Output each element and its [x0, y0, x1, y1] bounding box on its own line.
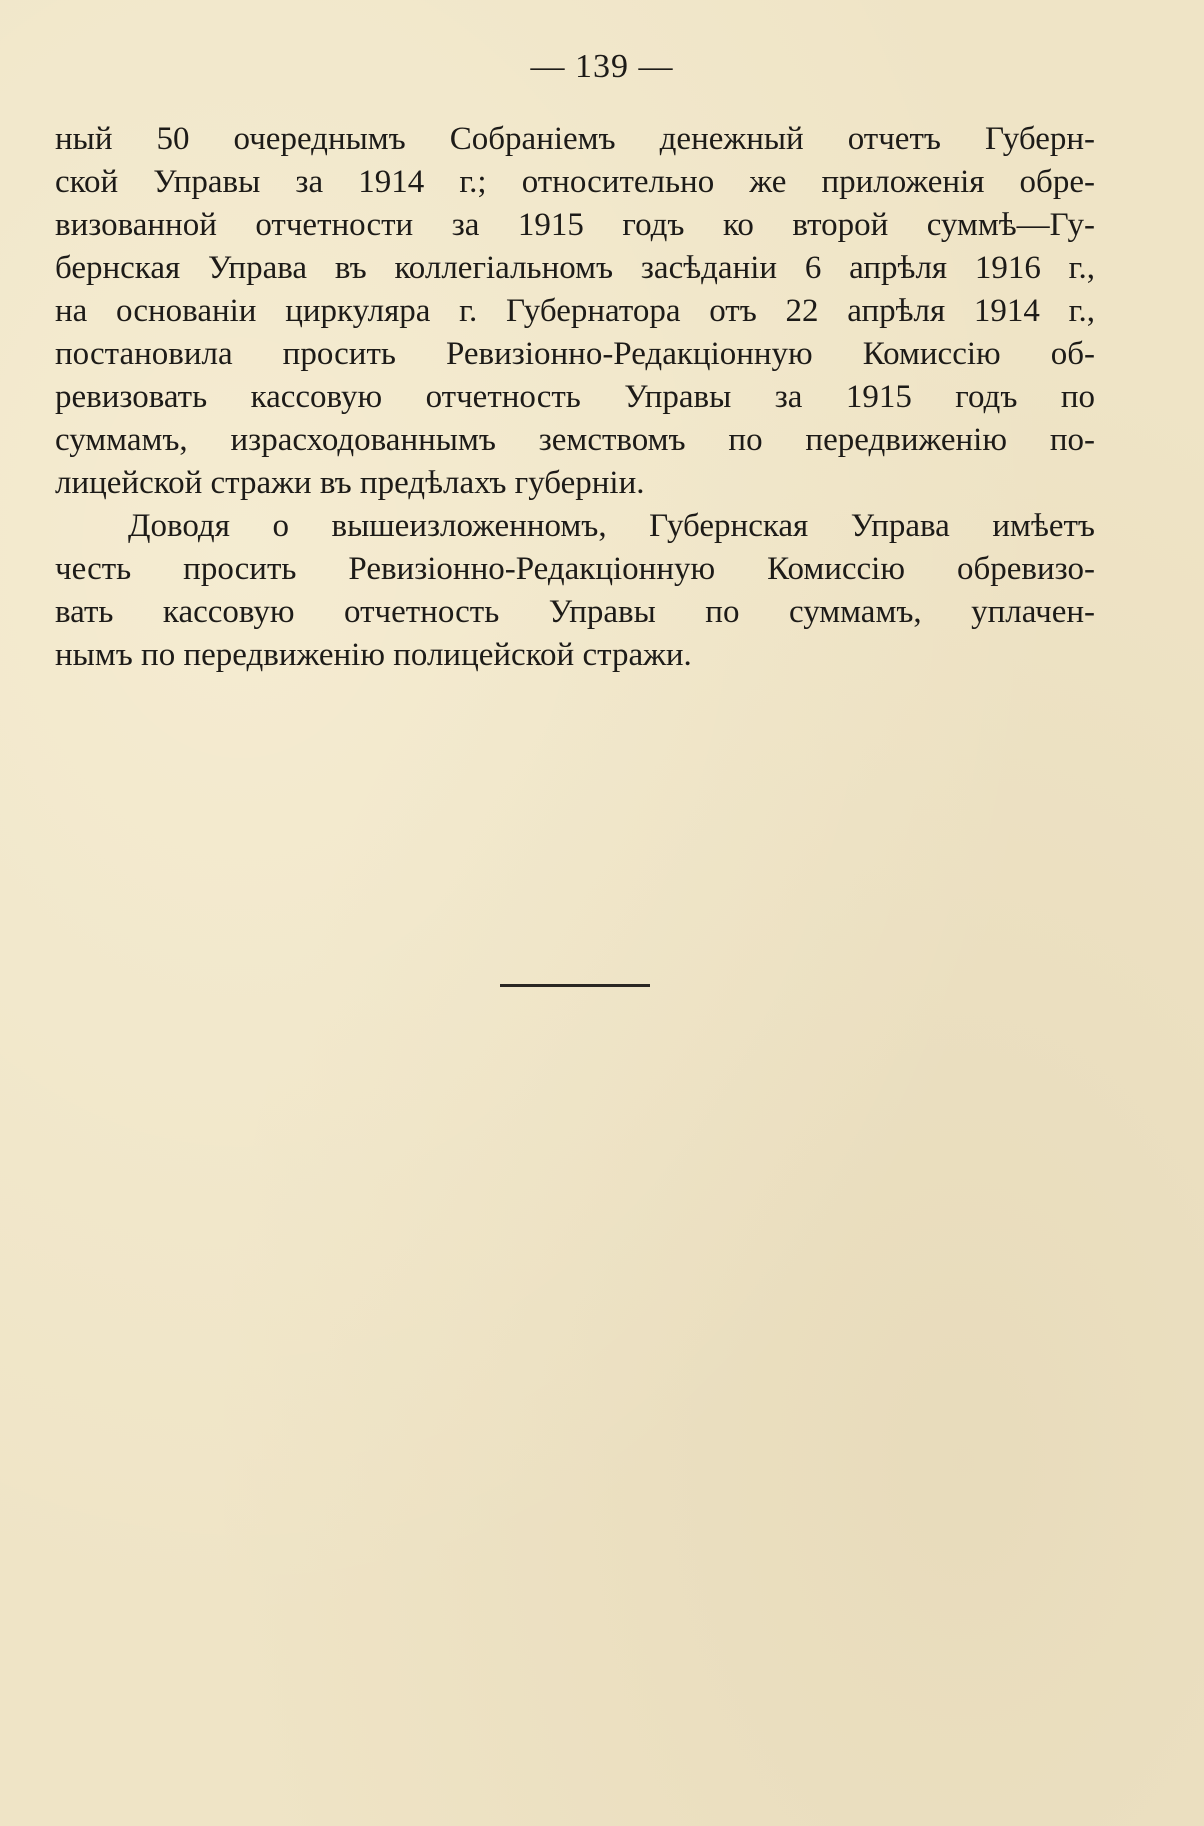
- text-line: лицейской стражи въ предѣлахъ губерніи.: [55, 465, 645, 501]
- paragraph-1: [55, 118, 1095, 505]
- text-line: вать кассовую отчетность Управы по суммамъ, уплачен-: [55, 594, 1095, 630]
- body-text: [55, 118, 1095, 677]
- text-line: честь просить Ревизіонно-Редакціонную Комиссію обревизо-: [55, 551, 1095, 587]
- text-line: суммамъ, израсходованнымъ земствомъ по передвиженію по-: [55, 422, 1095, 458]
- text-line: на основаніи циркуляра г. Губернатора отъ 22 апрѣля 1914 г.,: [55, 293, 1095, 329]
- text-line: ный 50 очереднымъ Собраніемъ денежный отчетъ Губерн-: [55, 121, 1095, 157]
- text-line: Доводя о вышеизложенномъ, Губернская Управа имѣетъ: [128, 508, 1095, 544]
- section-divider: [500, 984, 650, 987]
- text-line: ской Управы за 1914 г.; относительно же приложенія обре-: [55, 164, 1095, 200]
- text-line: постановила просить Ревизіонно-Редакціонную Комиссію об-: [55, 336, 1095, 372]
- text-line: бернская Управа въ коллегіальномъ засѣданіи 6 апрѣля 1916 г.,: [55, 250, 1095, 286]
- page-number: — 139 —: [530, 48, 674, 85]
- text-line: визованной отчетности за 1915 годъ ко второй суммѣ—Гу-: [55, 207, 1095, 243]
- paragraph-2: [55, 505, 1095, 677]
- text-line: ревизовать кассовую отчетность Управы за 1915 годъ по: [55, 379, 1095, 415]
- text-line: нымъ по передвиженію полицейской стражи.: [55, 637, 692, 673]
